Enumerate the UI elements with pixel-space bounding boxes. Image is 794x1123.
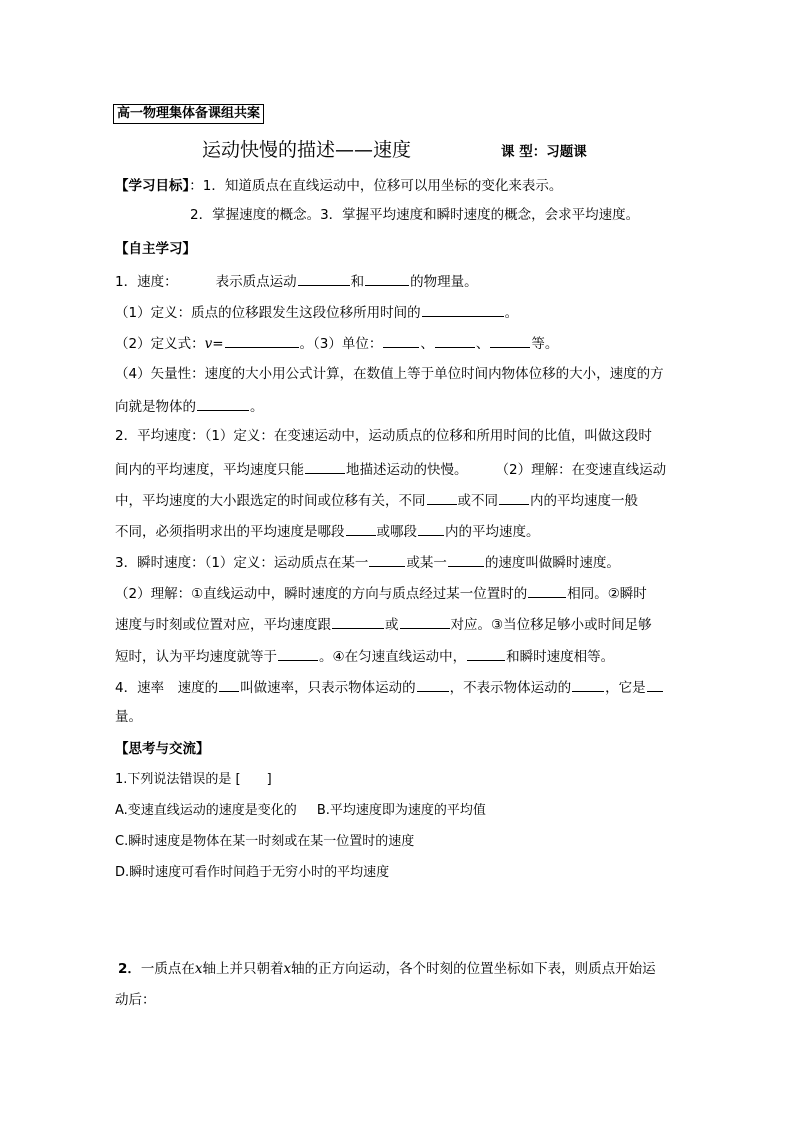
text: 对应。③当位移足够小或时间足够 — [450, 617, 652, 633]
option-d: D.瞬时速度可看作时间趋于无穷小时的平均速度 — [115, 865, 390, 880]
study-line-15: 量。 — [115, 709, 142, 725]
text: 。 — [250, 399, 264, 415]
blank[interactable] — [647, 677, 663, 692]
blank[interactable] — [383, 333, 419, 348]
text: 叫做速率，只表示物体运动的 — [240, 680, 416, 696]
option-c: C.瞬时速度是物体在某一时刻或在某一位置时的速度 — [115, 834, 415, 849]
text: 一质点在 — [140, 961, 195, 977]
text: 或 — [385, 617, 399, 633]
text: ，不表示物体运动的 — [449, 680, 572, 696]
text: 轴上并只朝着 — [202, 961, 284, 977]
study-line-8 — [115, 490, 638, 510]
text: 。（3）单位： — [299, 336, 383, 352]
text: 不同，必须指明求出的平均速度是哪段 — [115, 524, 345, 540]
question-2-line-2: 动后： — [115, 992, 156, 1008]
option-a: A.变速直线运动的速度是变化的 — [115, 803, 297, 818]
text: 相同。②瞬时 — [567, 586, 647, 602]
text: 等。 — [531, 336, 559, 352]
text: 和瞬时速度相等。 — [506, 649, 615, 665]
text: 地描述运动的快慢。 — [346, 462, 468, 478]
blank[interactable] — [467, 646, 505, 661]
text: 。 — [504, 305, 519, 321]
blank[interactable] — [365, 271, 409, 286]
text: 中，平均速度的大小跟选定的时间或位移有关，不同 — [115, 493, 426, 509]
text: （2）理解：①直线运动中，瞬时速度的方向与质点经过某一位置时的 — [115, 586, 528, 602]
text: 向就是物体的 — [115, 399, 196, 415]
text: 短时，认为平均速度就等于 — [115, 649, 277, 665]
study-line-4: （4）矢量性：速度的大小用公式计算，在数值上等于单位时间内物体位移的大小，速度的方 — [115, 366, 664, 382]
text: 的物理量。 — [410, 274, 478, 290]
text: 内的平均速度一般 — [530, 493, 638, 509]
blank[interactable] — [490, 333, 530, 348]
study-line-9 — [115, 521, 540, 541]
text: 或某一 — [406, 555, 447, 571]
option-b: B.平均速度即为速度的平均值 — [316, 803, 486, 818]
text: 3．瞬时速度：（1）定义：运动质点在某一 — [115, 555, 369, 571]
blank[interactable] — [422, 302, 504, 317]
think-heading: 【思考与交流】 — [115, 741, 210, 757]
text: ，它是 — [605, 680, 646, 696]
question-2 — [118, 960, 656, 978]
blank[interactable] — [528, 583, 566, 598]
x-symbol: x — [194, 961, 203, 977]
text: 速度与时刻或位置对应，平均速度跟 — [115, 617, 331, 633]
study-line-6: 2．平均速度：（1）定义：在变速运动中，运动质点的位移和所用时间的比值，叫做这段时 — [115, 428, 652, 444]
blank[interactable] — [332, 614, 384, 629]
text: = — [212, 336, 224, 352]
text: （1）定义：质点的位移跟发生这段位移所用时间的 — [115, 305, 421, 321]
blank[interactable] — [418, 521, 444, 536]
goals-label: 【学习目标】 — [115, 178, 190, 194]
velocity-symbol: v — [204, 336, 213, 352]
study-line-5 — [115, 396, 264, 416]
text: 、 — [420, 336, 434, 352]
blank[interactable] — [197, 396, 249, 411]
x-symbol: x — [283, 961, 292, 977]
study-line-11 — [115, 583, 647, 603]
text: 或哪段 — [376, 524, 417, 540]
question-number: 2． — [118, 961, 141, 977]
blank[interactable] — [346, 521, 376, 536]
study-line-10 — [115, 552, 620, 572]
blank[interactable] — [305, 459, 345, 474]
goals-line-1 — [115, 177, 562, 195]
text: 、 — [475, 336, 490, 352]
blank[interactable] — [400, 614, 450, 629]
study-line-2 — [115, 302, 518, 322]
study-line-13 — [115, 646, 614, 666]
blank[interactable] — [298, 271, 350, 286]
study-line-12 — [115, 614, 652, 634]
blank[interactable] — [369, 552, 405, 567]
text: 内的平均速度。 — [445, 524, 540, 540]
study-line-3 — [115, 333, 558, 353]
study-line-1 — [115, 271, 478, 291]
question-1: 1.下列说法错误的是 [ ] — [115, 772, 272, 787]
page-title: 运动快慢的描述——速度 — [202, 139, 412, 161]
goals-text-1: ：1．知道质点在直线运动中，位移可以用坐标的变化来表示。 — [189, 178, 563, 194]
blank[interactable] — [499, 490, 529, 505]
course-type: 课 型：习题课 — [501, 144, 587, 160]
question-1-options-ab — [115, 802, 486, 820]
blank[interactable] — [278, 646, 318, 661]
blank[interactable] — [435, 333, 475, 348]
text: 和 — [350, 274, 365, 290]
blank[interactable] — [417, 677, 449, 692]
text: （2）定义式： — [115, 336, 205, 352]
text: 1．速度： — [115, 274, 178, 290]
blank[interactable] — [225, 333, 299, 348]
blank[interactable] — [448, 552, 484, 567]
text: 轴的正方向运动，各个时刻的位置坐标如下表，则质点开始运 — [291, 961, 656, 977]
goals-line-2: 2．掌握速度的概念。3．掌握平均速度和瞬时速度的概念，会求平均速度。 — [190, 207, 640, 223]
study-line-14 — [115, 677, 664, 697]
text: 的速度叫做瞬时速度。 — [484, 555, 620, 571]
blank[interactable] — [572, 677, 604, 692]
text: 4．速率 速度的 — [115, 680, 219, 696]
text: 或不同 — [457, 493, 498, 509]
study-line-7 — [115, 459, 666, 479]
blank[interactable] — [427, 490, 457, 505]
blank[interactable] — [219, 677, 239, 692]
text: （2）理解：在变速直线运动 — [495, 462, 667, 478]
text: 。④在匀速直线运动中， — [319, 649, 467, 665]
text: 表示质点运动 — [215, 274, 297, 290]
self-study-heading: 【自主学习】 — [115, 241, 196, 257]
header-box: 高一物理集体备课组共案 — [113, 104, 264, 124]
text: 间内的平均速度，平均速度只能 — [115, 462, 304, 478]
